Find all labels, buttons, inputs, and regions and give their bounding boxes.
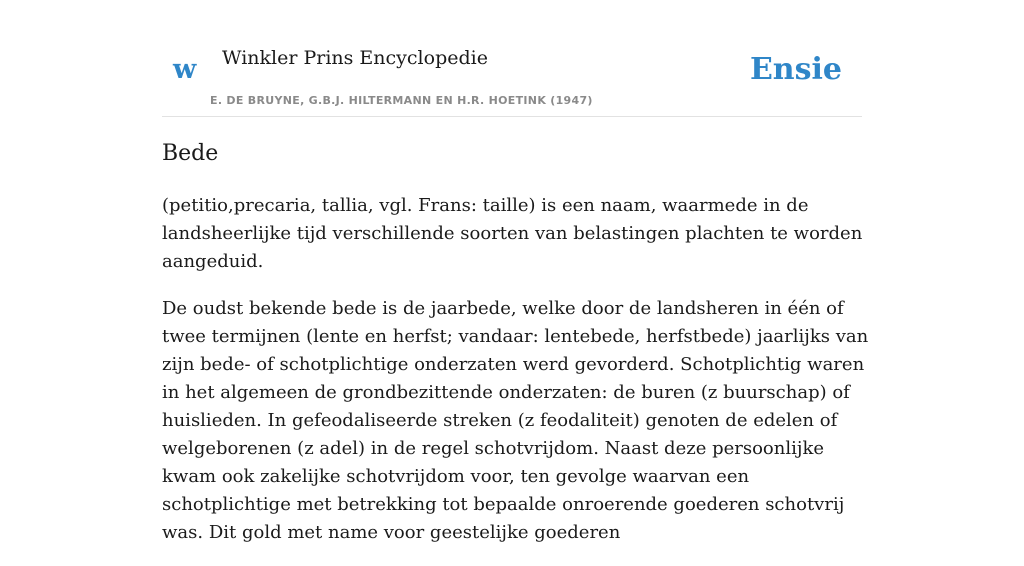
book-authors: E. DE BRUYNE, G.B.J. HILTERMANN EN H.R. HOETINK (1947) bbox=[210, 94, 593, 107]
page-container bbox=[162, 0, 869, 543]
article-paragraph: (petitio,precaria, tallia, vgl. Frans: taille) is een naam, waarmede in de landsheerlijke tijd verschillende soorten van belastingen plachten te worden aangeduid. bbox=[162, 195, 863, 272]
book-logo[interactable]: w bbox=[173, 54, 197, 85]
header bbox=[162, 0, 862, 117]
article-paragraph: De oudst bekende bede is de jaarbede, welke door de landsheren in één of twee termijnen (lente en herfst; vandaar: lentebede, herfstbede) jaarlijks van zijn bede- of schotplichtige onderzaten werd gevorderd. Schotplichtig waren in het algemeen de grondbezittende onderzaten: de buren (z buurschap) of huislieden. In gefeodaliseerde streken (z feodaliteit) genoten de edelen of welgeborenen (z adel) in de regel schotvrijdom. Naast deze persoonlijke kwam ook zakelijke schotvrijdom voor, ten gevolge waarvan een schotplichtige met betrekking tot bepaalde onroerende goederen schotvrij was. Dit gold met name voor geestelijke goederen bbox=[162, 298, 869, 543]
article-body bbox=[162, 192, 870, 566]
article-title: Bede bbox=[162, 141, 219, 166]
book-title[interactable]: Winkler Prins Encyclopedie bbox=[222, 47, 488, 69]
brand-logo[interactable]: Ensie bbox=[749, 52, 842, 87]
